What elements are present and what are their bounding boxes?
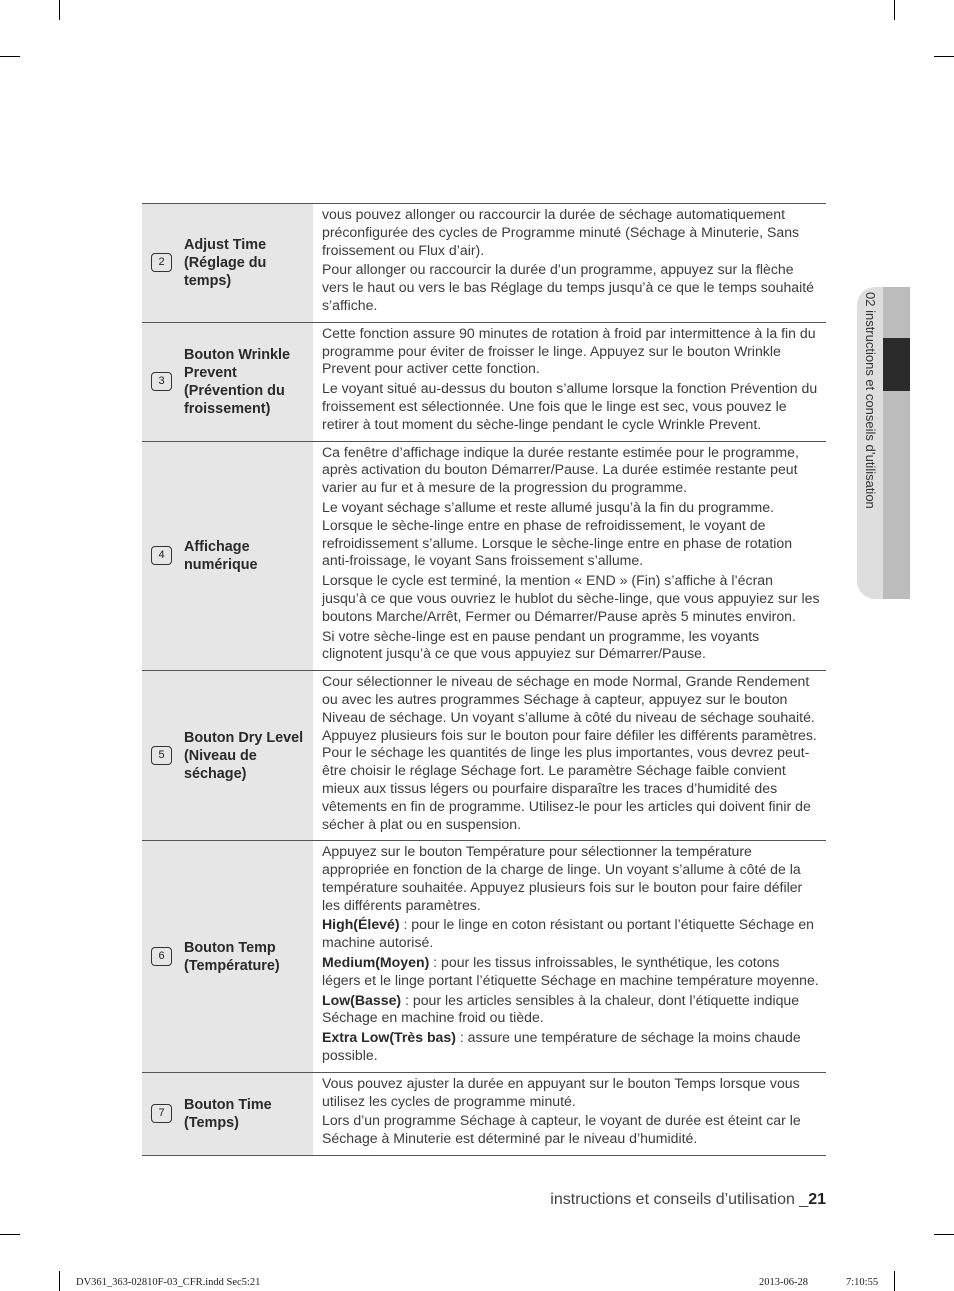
control-description: [313, 841, 826, 1072]
control-label-cell: [142, 671, 313, 840]
control-label-cell: [142, 323, 313, 441]
control-description: [313, 442, 826, 671]
description-text: : pour les tissus infroissables, le synthétique, les cotons légers et le linge portant l’étiquette Séchage en machine température moyenne.: [322, 954, 819, 988]
description-paragraph: [322, 954, 820, 990]
description-paragraph: [322, 261, 820, 314]
table-row: [142, 204, 826, 323]
description-text: Cette fonction assure 90 minutes de rotation à froid par intermittence à la fin du programme pour éviter de froisser le linge. Appuyez sur le bouton Wrinkle Prevent pour activer cette fonction.: [322, 324, 816, 377]
crop-mark: [59, 1271, 60, 1291]
page-number: 21: [808, 1191, 826, 1208]
control-number-badge: 7: [151, 1104, 172, 1123]
description-paragraph: [322, 1112, 820, 1148]
controls-table: [142, 203, 826, 1156]
description-paragraph: [322, 499, 820, 570]
description-paragraph: [322, 206, 820, 259]
page-footer: [550, 1191, 826, 1209]
table-row: [142, 671, 826, 841]
control-label-cell: [142, 841, 313, 1072]
slug-time: 7:10:55: [846, 1277, 879, 1288]
description-text: Lorsque le cycle est terminé, la mention « END » (Fin) s’affiche à l’écran jusqu’à ce que vous ouvriez le hublot du sèche-linge, que vous appuyiez sur les boutons Marche/Arrêt, Fermer ou Démarrer/Pause après 5 minutes environ.: [322, 572, 820, 624]
setting-name: High(Élevé): [322, 916, 400, 933]
crop-mark: [894, 0, 895, 20]
slug-date: 2013-06-28: [759, 1277, 808, 1288]
description-text: Pour allonger ou raccourcir la durée d’un programme, appuyez sur la flèche vers le haut ou vers le bas Réglage du temps jusqu’à ce que le temps souhaité s’affiche.: [322, 261, 815, 313]
description-text: Vous pouvez ajuster la durée en appuyant sur le bouton Temps lorsque vous utilisez les cycles de programme minuté.: [322, 1074, 800, 1109]
description-paragraph: [322, 572, 820, 625]
control-description: [313, 323, 826, 441]
table-row: [142, 841, 826, 1073]
control-label-cell: [142, 204, 313, 322]
control-name: Affichage numérique: [184, 538, 258, 573]
table-row: [142, 323, 826, 442]
control-description: [313, 671, 826, 840]
control-number-badge: 5: [151, 746, 172, 765]
slug-file: DV361_363-02810F-03_CFR.indd Sec5:21: [76, 1277, 261, 1288]
chapter-tab-label: 02 instructions et conseils d’utilisation: [863, 292, 878, 509]
description-paragraph: [322, 992, 820, 1028]
control-description: [313, 1073, 826, 1155]
description-text: Si votre sèche-linge est en pause pendant un programme, les voyants clignotent jusqu’à ce que vous appuyiez sur Démarrer/Pause.: [322, 627, 760, 662]
description-paragraph: [322, 1029, 820, 1065]
control-number-badge: 6: [151, 947, 172, 966]
control-name: Bouton Wrinkle Prevent (Prévention du froissement): [184, 346, 291, 417]
control-number-badge: 2: [151, 253, 172, 272]
control-name: Bouton Time (Temps): [184, 1096, 272, 1131]
control-label-cell: [142, 442, 313, 671]
description-paragraph: [322, 1075, 820, 1111]
chapter-tab-strip: [883, 287, 910, 599]
table-row: [142, 1073, 826, 1156]
control-label-cell: [142, 1073, 313, 1155]
control-name: Adjust Time (Réglage du temps): [184, 236, 267, 289]
setting-name: Extra Low(Très bas): [322, 1029, 456, 1046]
description-text: : pour les articles sensibles à la chaleur, dont l’étiquette indique Séchage en machine froid ou tiède.: [322, 991, 800, 1026]
description-paragraph: [322, 380, 820, 433]
footer-title: instructions et conseils d’utilisation _: [550, 1191, 809, 1208]
control-description: [313, 204, 826, 322]
control-name: Bouton Temp (Température): [184, 939, 280, 974]
description-text: vous pouvez allonger ou raccourcir la durée de séchage automatiquement préconfigurée des cycles de Programme minuté (Séchage à Minuterie, Sans froissement ou Flux d’air).: [322, 206, 800, 258]
description-paragraph: [322, 444, 820, 497]
description-text: Appuyez sur le bouton Température pour sélectionner la température appropriée en fonction de la charge de linge. Un voyant s’allume à côté de la température souhaitée. Appuyez plusieurs fois sur le bouton pour faire défiler les différents paramètres.: [322, 843, 803, 913]
crop-mark: [59, 0, 60, 20]
description-text: Ca fenêtre d’affichage indique la durée restante estimée pour le programme, après activation du bouton Démarrer/Pause. La durée estimée restante peut varier au fur et à mesure de la progression du programme.: [322, 443, 799, 496]
description-paragraph: [322, 916, 820, 952]
description-text: Cour sélectionner le niveau de séchage en mode Normal, Grande Rendement ou avec les autres programmes Séchage à capteur, appuyez sur le bouton Niveau de séchage. Un voyant s’allume à côté du niveau de séchage souhaité. Appuyez plusieurs fois sur le bouton pour faire défiler les différents paramètres. Pour le séchage les quantités de linge les plus importantes, vous devrez peut-être choisir le réglage Séchage fort. Le paramètre Séchage faible convient mieux aux tissus légers ou pourfaire disparaître les traces d’humidité des vêtements en fin de programme. Utilisez-le pour les articles qui doivent finir de sécher à plat ou en suspension.: [322, 673, 817, 832]
description-text: : assure une température de séchage la moins chaude possible.: [322, 1029, 801, 1064]
description-paragraph: [322, 628, 820, 664]
description-text: Le voyant séchage s’allume et reste allumé jusqu’à la fin du programme. Lorsque le sèche-linge entre en phase de refroidissement, le voyant de refroidissement s’allume. Lorsque le sèche-linge entre en phase de rotation anti-froissage, le voyant Sans froissement s’allume.: [322, 498, 793, 569]
description-text: : pour le linge en coton résistant ou portant l’étiquette Séchage en machine autorisé.: [322, 916, 815, 951]
description-paragraph: [322, 325, 820, 378]
description-paragraph: [322, 843, 820, 914]
setting-name: Medium(Moyen): [322, 954, 430, 971]
description-text: Lors d’un programme Séchage à capteur, le voyant de durée est éteint car le Séchage à Minuterie est déterminé par le niveau d’humidité.: [322, 1112, 801, 1147]
crop-mark: [934, 1234, 954, 1235]
description-paragraph: [322, 673, 820, 833]
crop-mark: [934, 56, 954, 57]
description-text: Le voyant situé au-dessus du bouton s’allume lorsque la fonction Prévention du froissement est sélectionnée. Une fois que le linge est sec, vous pouvez le retirer à tout moment du sèche-linge pendant le cycle Wrinkle Prevent.: [322, 380, 818, 432]
setting-name: Low(Basse): [322, 991, 402, 1008]
crop-mark: [0, 56, 20, 57]
chapter-tab-marker: [883, 338, 910, 391]
table-row: [142, 442, 826, 672]
crop-mark: [0, 1234, 20, 1235]
crop-mark: [894, 1271, 895, 1291]
control-name: Bouton Dry Level (Niveau de séchage): [184, 729, 304, 782]
control-number-badge: 3: [151, 372, 172, 391]
control-number-badge: 4: [151, 546, 172, 565]
